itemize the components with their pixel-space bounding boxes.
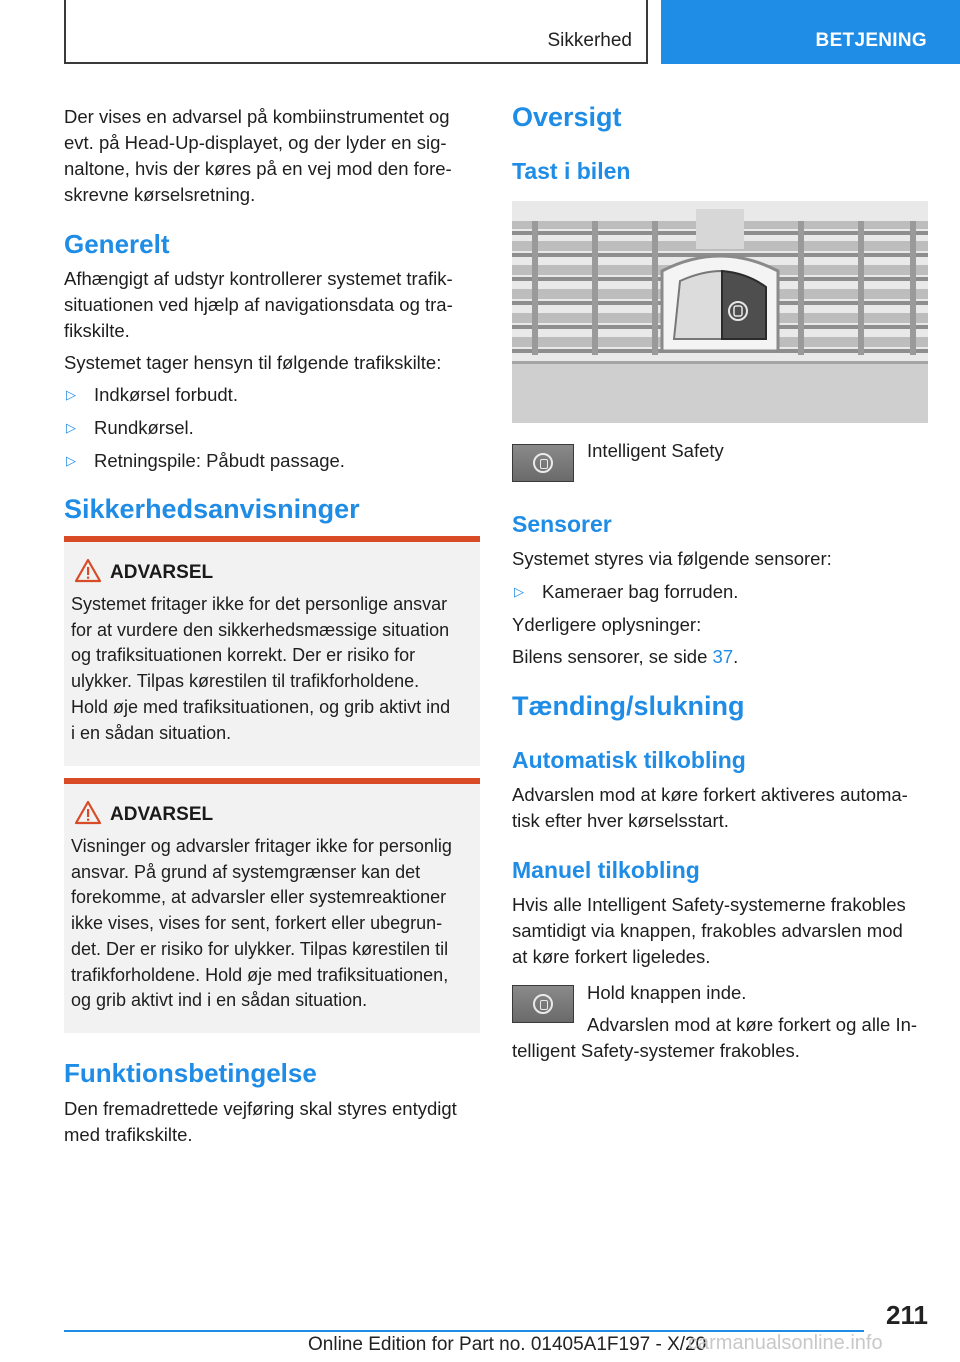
watermark: carmanualsonline.info [688, 1332, 883, 1354]
warning-line: det. Der er risiko for ulykker. Tilpas kørestilen til [71, 938, 449, 959]
triangle-bullet-icon: ▷ [66, 387, 76, 402]
heading-generelt: Generelt [64, 229, 170, 259]
manuel-line: at køre forkert ligeledes. [512, 946, 711, 967]
systemet-line: Systemet tager hensyn til følgende trafikskilte: [64, 352, 442, 373]
air-vent-illustration [512, 201, 928, 423]
intelligent-safety-button-icon [512, 985, 574, 1023]
warning-box [64, 778, 480, 1033]
warning-line: Systemet fritager ikke for det personlige ansvar [71, 594, 448, 614]
more-info-line: Yderligere oplysninger: [512, 614, 702, 635]
warning-line: trafikforholdene. Hold øje med trafiksituationen, [71, 964, 449, 985]
safety-symbol-icon [533, 994, 553, 1014]
heading-manuel-tilkobling: Manuel tilkobling [512, 857, 700, 883]
intro-line: skrevne kørselsretning. [64, 184, 256, 205]
header-chapter-tab [661, 0, 960, 64]
warning-line: og grib aktivt ind i en sådan situation. [71, 990, 368, 1011]
page-reference-link[interactable]: 37 [712, 646, 734, 667]
warning-triangle-icon [74, 800, 102, 826]
warning-line: Hold øje med trafiksituationen, og grib aktivt ind [71, 696, 451, 717]
warning-title: ADVARSEL [110, 562, 214, 583]
intro-line: naltone, hvis der køres på en vej mod den fore- [64, 158, 452, 179]
triangle-bullet-icon: ▷ [514, 584, 524, 599]
hold-line: Hold knappen inde. [587, 982, 747, 1003]
generelt-line: fikskilte. [64, 320, 130, 341]
safety-symbol-icon [533, 453, 553, 473]
generelt-line: Afhængigt af udstyr kontrollerer systemet trafik- [64, 268, 453, 289]
footer-edition: Online Edition for Part no. 01405A1F197 - X/20 [308, 1334, 707, 1355]
warning-line: ulykker. Tilpas kørestilen til trafikforholdene. [71, 671, 420, 692]
car-button-photo [512, 201, 928, 423]
heading-oversigt: Oversigt [512, 102, 622, 132]
warning-line: og trafiksituationen korrekt. Der er risiko for [71, 645, 416, 666]
intro-line: Der vises en advarsel på kombiinstrumentet og [64, 106, 450, 127]
warning-title: ADVARSEL [110, 804, 214, 825]
warning-box [64, 536, 480, 766]
warning-line: ikke vises, vises for sent, forkert eller ubegrun- [71, 913, 443, 934]
intelligent-safety-button-icon [512, 444, 574, 482]
warning-line: forekomme, at advarsler eller systemreaktioner [71, 887, 447, 908]
heading-taending-slukning: Tænding/slukning [512, 691, 745, 721]
warning-line: for at vurdere den sikkerhedsmæssige situation [71, 619, 450, 640]
heading-sensorer: Sensorer [512, 511, 612, 537]
intro-line: evt. på Head-Up-displayet, og der lyder en sig- [64, 132, 447, 153]
heading-automatisk-tilkobling: Automatisk tilkobling [512, 747, 746, 773]
funk-line: Den fremadrettede vejføring skal styres entydigt [64, 1098, 457, 1119]
heading-sikkerhedsanvisninger: Sikkerhedsanvisninger [64, 494, 360, 524]
advarslen-line: telligent Safety-systemer frakobles. [512, 1040, 800, 1061]
header-section-tab [64, 0, 648, 64]
generelt-line: situationen ved hjælp af navigationsdata og tra- [64, 294, 453, 315]
header-chapter-title: BETJENING [815, 30, 927, 51]
warning-text [71, 834, 475, 1014]
bilens-sensorer-line: Bilens sensorer, se side 37. [512, 646, 739, 667]
funk-line: med trafikskilte. [64, 1124, 193, 1145]
sensorer-line: Systemet styres via følgende sensorer: [512, 548, 832, 569]
triangle-bullet-icon: ▷ [66, 420, 76, 435]
icon-caption: Intelligent Safety [587, 440, 724, 461]
auto-line: tisk efter hver kørselsstart. [512, 810, 729, 831]
heading-funktionsbetingelse: Funktionsbetingelse [64, 1058, 317, 1088]
auto-line: Advarslen mod at køre forkert aktiveres automa- [512, 784, 908, 805]
header-section-title: Sikkerhed [547, 30, 632, 51]
warning-triangle-icon [74, 558, 102, 584]
warning-line: Visninger og advarsler fritager ikke for personlig [71, 836, 452, 856]
triangle-bullet-icon: ▷ [66, 453, 76, 468]
advarslen-line: Advarslen mod at køre forkert og alle In- [587, 1014, 918, 1035]
page-number: 211 [886, 1300, 928, 1330]
heading-tast-i-bilen: Tast i bilen [512, 158, 631, 184]
manuel-line: Hvis alle Intelligent Safety-systemerne frakobles [512, 894, 906, 915]
manuel-line: samtidigt via knappen, frakobles advarslen mod [512, 920, 903, 941]
warning-line: i en sådan situation. [71, 722, 232, 743]
warning-text [71, 592, 475, 746]
warning-line: ansvar. På grund af systemgrænser kan det [71, 861, 421, 882]
